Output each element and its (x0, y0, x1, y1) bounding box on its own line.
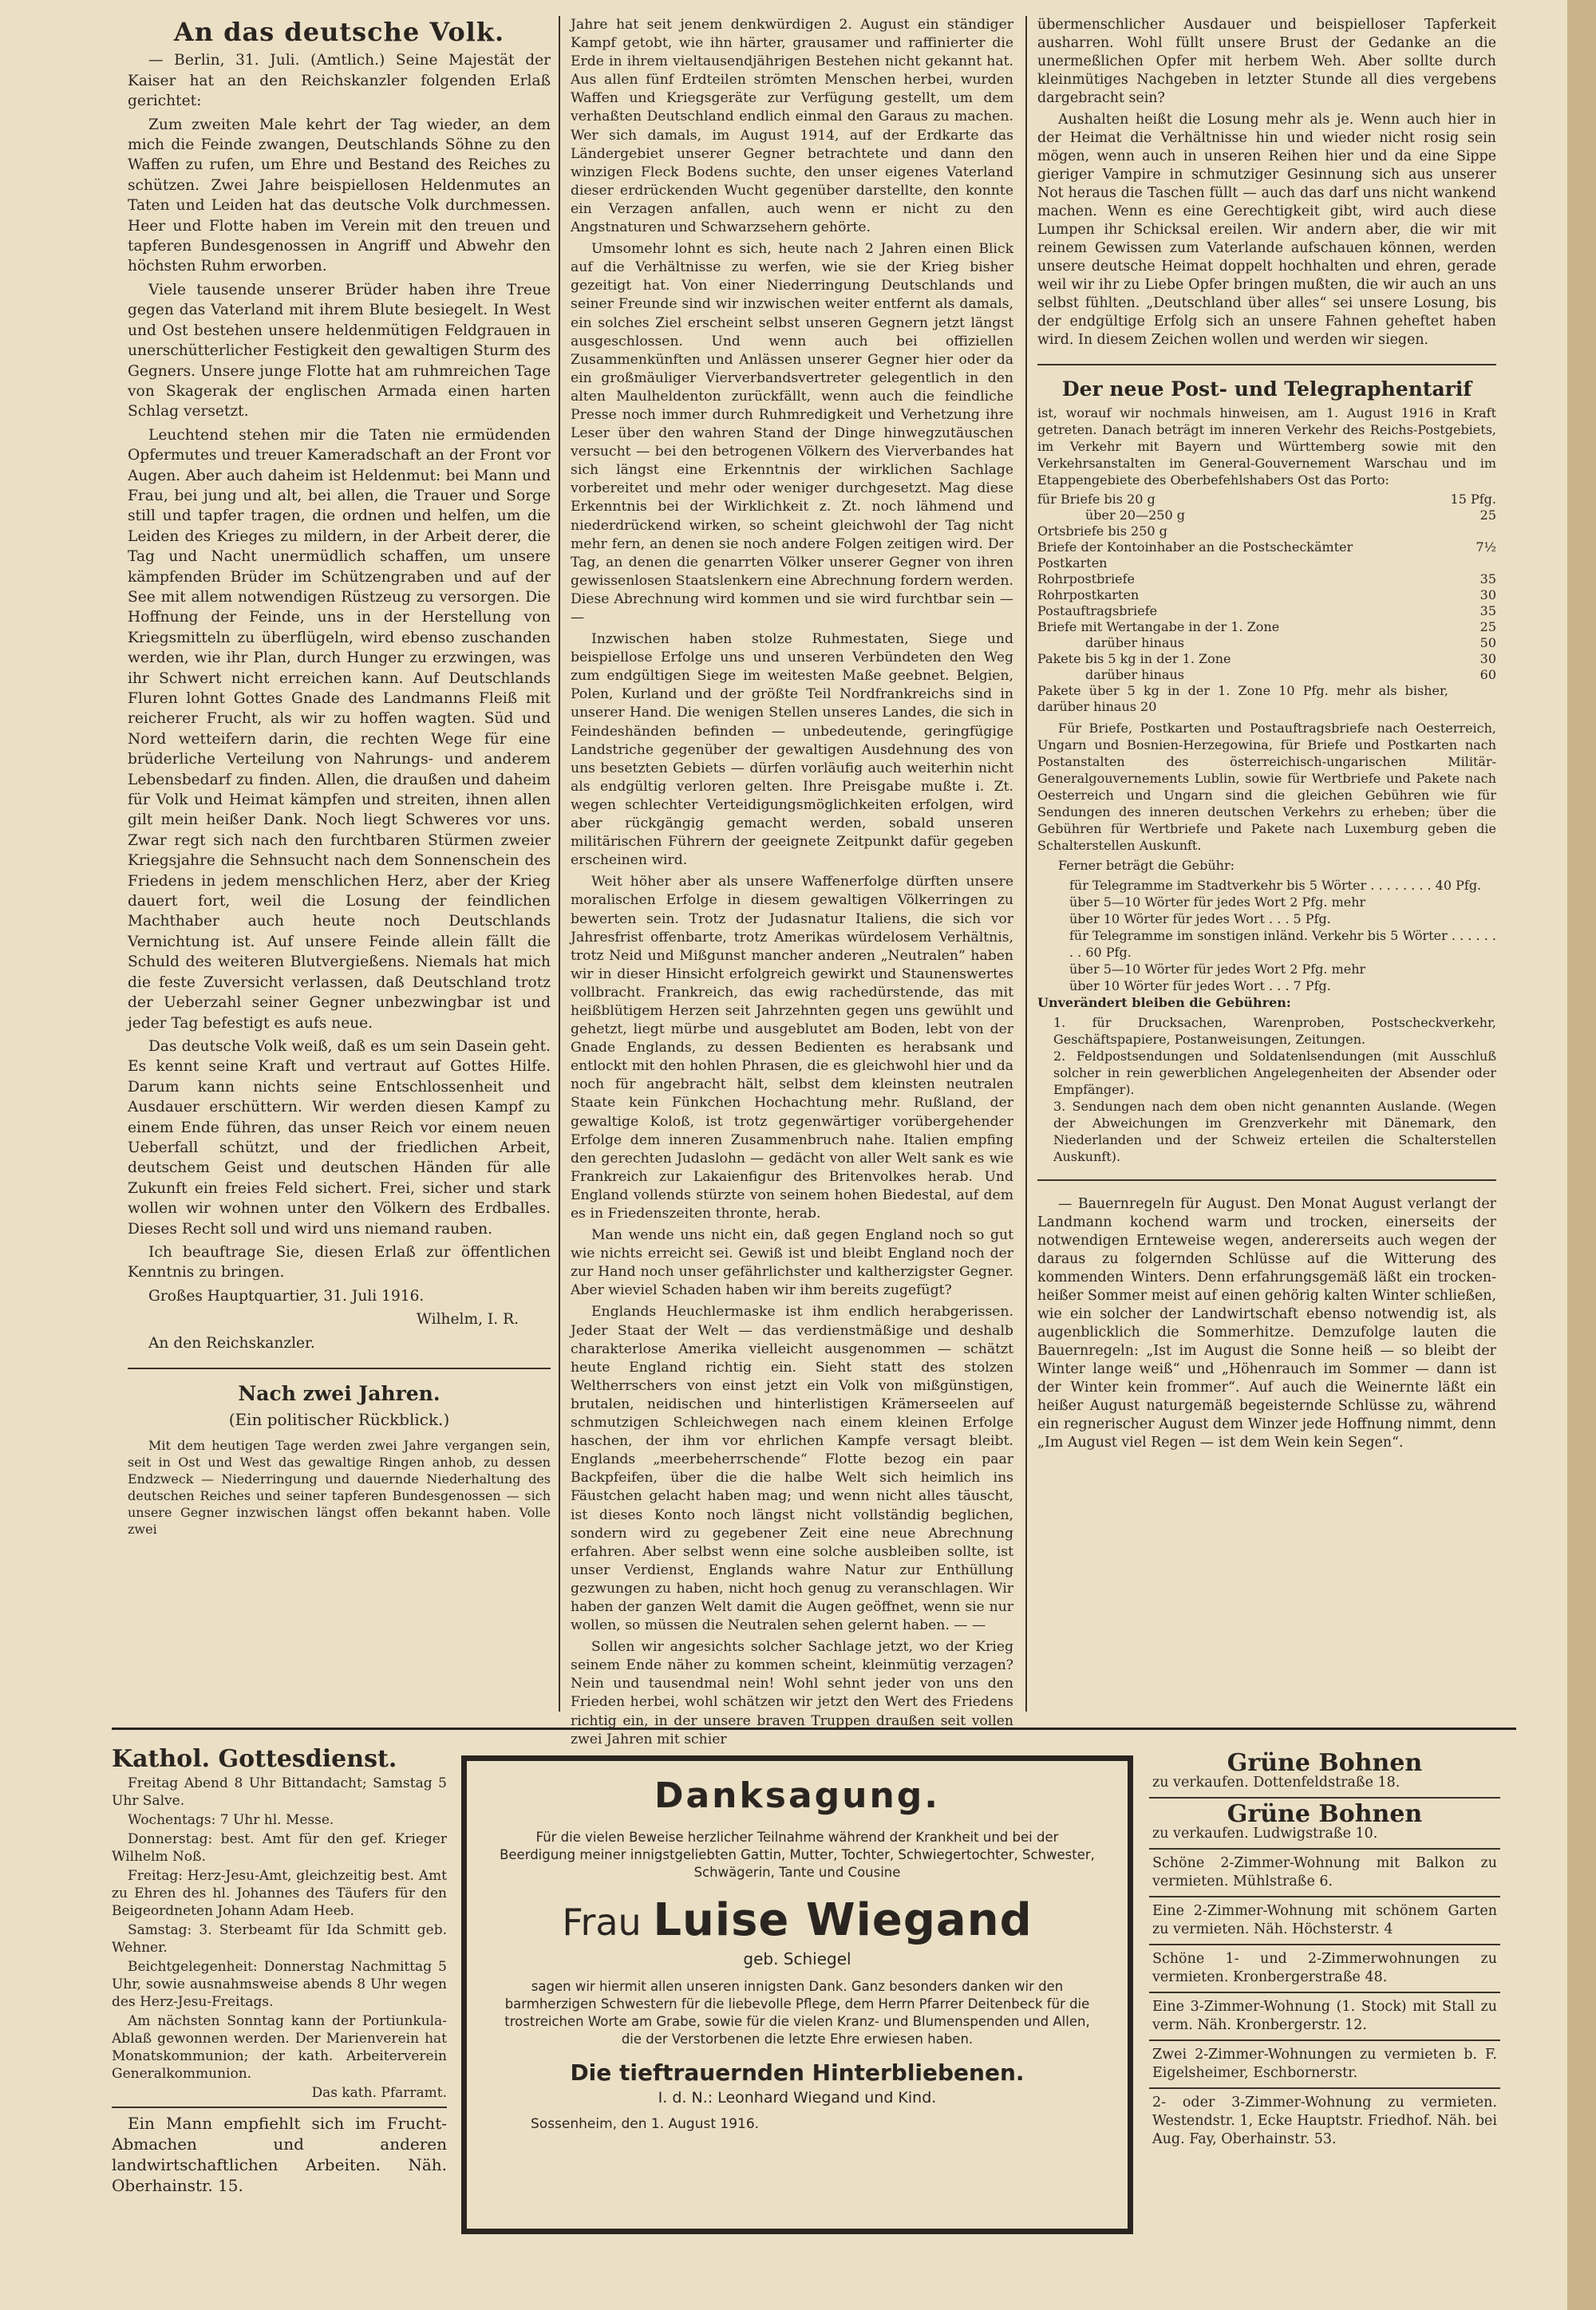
classified-ad: Eine 3-Zimmer-Wohnung (1. Stock) mit Stall zu verm. Näh. Kronbergerstr. 12. (1149, 1993, 1500, 2041)
unchanged-heading: Unverändert bleiben die Gebühren: (1037, 995, 1291, 1010)
paragraph: Freitag: Herz-Jesu-Amt, gleichzeitig best. Amt zu Ehren des hl. Johannes des Täufers für den Beigeordneten Johann Adam Heeb. (112, 1868, 447, 1919)
classified-ad: Schöne 1- und 2-Zimmerwohnungen zu vermieten. Kronbergerstraße 48. (1149, 1945, 1500, 1993)
gottesdienst-notice (112, 1747, 447, 2197)
telegram-rate: für Telegramme im sonstigen inländ. Verkehr bis 5 Wörter . . . . . . . . 60 Pfg. (1069, 928, 1496, 960)
paragraph: Leuchtend stehen mir die Taten nie ermüdenden Opfermutes und treuer Kameradschaft an der Front vor Augen. Aber auch daheim ist Heldenmut: bei Mann und Frau, bei jung und alt, bei allen, die Trauer und Sorge still und tapfer tragen, die ordnen und helfen, um die Leiden des Krieges zu mildern, in der Arbeit derer, die Tag und Nacht unermüdlich schaffen, um unsere kämpfenden Brüder im Schützengraben und auf der See mit allem notwendigen Rüstzeug zu versorgen. Die Hoffnung der Feinde, uns in der Herstellung von Kriegsmitteln zu überflügeln, wird ebenso zuschanden werden, wie ihr Plan, durch Hunger zu erzwingen, was ihr Schwert nicht erreichen kann. Auf Deutschlands Fluren lohnt Gottes Gnade des Landmanns Fleiß mit reicherer Frucht, als wir zu hoffen wagten. Süd und Nord wetteifern darin, die rechten Wege für eine brüderliche Verteilung von Nahrungs- und anderem Lebensbedarf zu finden. Allen, die draußen und daheim für Volk und Heimat kämpfen und streiten, ihnen allen gilt mein heißer Dank. Noch liegt Schweres vor uns. Zwar regt sich nach den furchtbaren Stürmen zweier Kriegsjahre die Sehnsucht nach dem Sonnenschein des Friedens in jedem menschlichen Herz, aber der Krieg dauert fort, weil die Losung der feindlichen Machthaber auch heute noch Deutschlands Vernichtung ist. Auf unsere Feinde allein fällt die Schuld des weiteren Blutvergießens. Niemals hat mich die feste Zuversicht verlassen, daß Deutschland trotz der Ueberzahl seiner Gegner unbezwingbar ist und jeder Tag befestigt es aufs neue. (128, 426, 551, 1032)
unchanged-list (1037, 1014, 1496, 1165)
tariff-row: Postkarten (1037, 555, 1108, 571)
tariff-row: Pakete bis 5 kg in der 1. Zone 30 (1037, 651, 1496, 666)
dateline: Großes Hauptquartier, 31. Juli 1916. (148, 1287, 425, 1305)
paragraph: Wochentags: 7 Uhr hl. Messe. (128, 1812, 334, 1828)
paragraph: Viele tausende unserer Brüder haben ihre Treue gegen das Vaterland mit ihrem Blute besiegelt. In West und Ost bestehen unsere heldenmütigen Feldgrauen in unerschütterlicher Festigkeit den gewaltigen Sturm des Gegners. Unsere junge Flotte hat am ruhmreichen Tage von Skagerak der englischen Armada einen harten Schlag versetzt. (128, 281, 551, 421)
paragraph: Umsomehr lohnt es sich, heute nach 2 Jahren einen Blick auf die Verhältnisse zu werfen, wie sie der Krieg bisher gezeitigt hat. Von einer Niederringung Deutschlands und seiner Freunde sind wir inzwischen weiter entfernt als damals, ein solches Ziel erscheint selbst unseren Gegnern jetzt längst ausgeschlossen. Und wenn auch bei offiziellen Zusammenkünften und Anlässen unserer Gegner hier oder da ein großmäuliger Vierverbandsvertreter gelegentlich in den alten Maulheldenton zurückfällt, wenn auch die feindliche Presse noch immer durch Ruhmredigkeit und Verhetzung ihre Leser über den wahren Stand der Dinge hinwegzutäuschen versucht — bei den betrogenen Völkern des Vierverbandes hat sich längst eine Erkenntnis der wirklichen Sachlage vorbereitet und mehr oder weniger durchgesetzt. Mag diese Erkenntnis bei der Wirklichkeit z. Zt. noch lähmend und niederdrückend wirken, so scheint gleichwohl der Tag nicht mehr fern, an denen sie noch andere Folgen zeitigen wird. Der Tag, an denen die genarrten Völker unserer Gegner von ihren gewissenlosen Staatslenkern eine Abrechnung fordern werden. Diese Abrechnung wird kommen und sie wird furchtbar sein — — (571, 241, 1013, 626)
danksagung-body: sagen wir hiermit allen unseren innigsten Dank. Ganz besonders danken wir den barmherzigen Schwestern für die liebevolle Pflege, dem Herrn Pfarrer Deitenbeck für die trostreichen Worte am Grabe, sowie für die vielen Kranz- und Blumenspenden und Allen, die der Verstorbenen die letzte Ehre erwiesen haben. (504, 1979, 1090, 2047)
tariff-row: über 20—250 g 25 (1085, 507, 1496, 523)
danksagung-title: Danksagung. (654, 1775, 941, 1816)
column-rule (1025, 16, 1027, 1712)
paragraph: Beichtgelegenheit: Donnerstag Nachmittag 5 Uhr, sowie ausnahmsweise abends 8 Uhr wegen des Herz-Jesu-Freitags. (112, 1959, 447, 2010)
article-subtitle: (Ein politischer Rückblick.) (228, 1410, 450, 1430)
classified-ad: Ein Mann empfiehlt sich im Frucht-Abmachen und anderen landwirtschaftlichen Arbeiten. Näh. Oberhainstr. 15. (112, 2114, 447, 2195)
paragraph: — Berlin, 31. Juli. (Amtlich.) Seine Majestät der Kaiser hat an den Reichskanzler folgenden Erlaß gerichtet: (128, 52, 551, 110)
tariff-row: darüber hinaus 60 (1085, 667, 1496, 682)
paragraph: Man wende uns nicht ein, daß gegen England noch so gut wie nichts erreicht sei. Gewiß ist und bleibt England noch der zur Hand noch unser gefährlichster und kaltherzigster Gegner. Aber wieviel Schaden haben wir ihm bereits zugefügt? (571, 1227, 1013, 1299)
telegram-rate: über 5—10 Wörter für jedes Wort 2 Pfg. mehr (1069, 894, 1366, 910)
page-edge (1567, 0, 1596, 2310)
paragraph: Mit dem heutigen Tage werden zwei Jahre vergangen sein, seit in Ost und West das gewaltige Ringen anhob, zu dessen Endzweck — Niederringung und dauernde Niederhaltung des deutschen Reiches und seiner tapferen Bundesgenossen — sich unsere Gegner inzwischen längst offen bekannt haben. Volle zwei (128, 1437, 551, 1537)
danksagung-ad (461, 1755, 1133, 2234)
telegram-rate: über 10 Wörter für jedes Wort . . . 5 Pfg. (1069, 911, 1331, 926)
section-rule (112, 1728, 1516, 1730)
telegram-rate: für Telegramme im Stadtverkehr bis 5 Wörter . . . . . . . . 40 Pfg. (1069, 878, 1482, 893)
paragraph: Englands Heuchlermaske ist ihm endlich herabgerissen. Jeder Staat der Welt — das verdienstmäßige und deshalb charakterlose Amerika vielleicht ausgenommen — schätzt heute England richtig ein. Sieht statt des stolzen Weltherrschers von einst jetzt ein Volk von mißgünstigen, brutalen, neidischen und hinterlistigen Krämerseelen auf schmutzigen Schleichwegen nach einem kleinen Erfolge haschen, der ihm vor ehrlichen Kampfe versagt bleibt. Englands „meerbeherrschende“ Flotte bezog ein paar Backpfeifen, über die die halbe Welt sich heimlich ins Fäustchen gelacht haben mag; und wenn nicht alles täuscht, ist dieses Konto noch längst nicht vollständig beglichen, sondern wird zu gegebener Zeit eine neue Abrechnung erfahren. Aber selbst wenn eine solche ausbleiben sollte, ist unser Verdienst, Englands wahre Natur zur Enthüllung gezwungen zu haben, nicht hoch genug zu veranschlagen. Wir haben der ganzen Welt damit die Augen geöffnet, wenn sie nur wollen, so müssen die Neutralen sehen gelernt haben. — — (571, 1304, 1013, 1634)
article-title-jahren: Nach zwei Jahren. (238, 1382, 440, 1405)
place-date: Sossenheim, den 1. August 1916. (531, 2116, 760, 2132)
deceased-name: Frau Luise Wiegand (562, 1894, 1033, 1946)
tariff-row: Postauftragsbriefe 35 (1037, 603, 1496, 618)
article-title-volk: An das deutsche Volk. (173, 17, 505, 47)
unchanged-item: 3. Sendungen nach dem oben nicht genannten Auslande. (Wegen der Abweichungen im Grenzverkehr mit Dänemark, den Niederlanden und der Schweiz erteilen die Schalterstellen Auskunft). (1053, 1099, 1496, 1164)
classified-ad: Zwei 2-Zimmer-Wohnungen zu vermieten b. F. Eigelsheimer, Eschbornerstr. (1149, 2041, 1500, 2089)
classified-ad: 2- oder 3-Zimmer-Wohnung zu vermieten. Westendstr. 1, Ecke Hauptstr. Friedhof. Näh. bei Aug. Fay, Oberhainstr. 53. (1152, 2095, 1497, 2147)
column-2 (571, 16, 1013, 1752)
paragraph: Jahre hat seit jenem denkwürdigen 2. August ein ständiger Kampf getobt, wie ihn härter, grausamer und raffinierter die Erde in ihrem vieltausendjährigen Bestehen nicht gekannt hat. Aus allen fünf Erdteilen strömten Menschen herbei, wurden Waffen und Kriegsgeräte zur Verfügung gestellt, um dem verhaßten Deutschland endlich einmal den Garaus zu machen. Wer sich damals, im August 1914, auf der Erdkarte das Ländergebiet unserer Gegner betrachtete und dann den winzigen Fleck Bodens suchte, den unser eigenes Vaterland dieser erdrückenden Wucht gegenüber darstellte, den konnte ein Verzagen anfallen, auch wenn er nicht zu den Angstnaturen und Schwarzsehern gehörte. (571, 17, 1013, 236)
signature: Das kath. Pfarramt. (311, 2085, 447, 2101)
unchanged-item: 2. Feldpostsendungen und Soldatenlsendungen (mit Ausschluß solcher in rein gewerblichen Angelegenheiten der Absender oder Empfänger). (1053, 1048, 1496, 1097)
mourners-line: Die tieftrauernden Hinterbliebenen. (570, 2059, 1025, 2086)
tariff-row: Briefe mit Wertangabe in der 1. Zone 25 (1037, 619, 1496, 634)
paragraph: Freitag Abend 8 Uhr Bittandacht; Samstag 5 Uhr Salve. (112, 1775, 447, 1809)
classified-ad: Grüne Bohnen zu verkaufen. Ludwigstraße 10. (1149, 1799, 1500, 1850)
tariff-row: für Briefe bis 20 g 15 Pfg. (1037, 492, 1496, 507)
tariff-row: darüber hinaus 50 (1085, 635, 1496, 650)
paragraph: Weit höher aber als unsere Waffenerfolge dürften unsere moralischen Erfolge in diesem gewaltigen Völkerringen zu bewerten sein. Trotz der Judasnatur Italiens, die sich vor Jahresfrist offenbarte, trotz Amerikas würdelosem Verhältnis, trotz Neid und Mißgunst mancher anderen „Neutralen“ haben wir in dieser Hinsicht erfolgreich gewirkt und Staunenswertes vollbracht. Frankreich, das ewig rachedürstende, das mit heißblütigem Herzen seit Jahrzehnten gegen uns gewühlt und gehetzt, liegt mürbe und ausgeblutet am Boden, lebt von der Gnade Englands, zu dessen Bedienten es herabsank und entlockt mit den hohlen Phrasen, die es gleichwohl hier und da noch für angebracht hält, selbst dem kleinsten neutralen Staate kein Fünkchen Hochachtung mehr. Rußland, der gewaltige Koloß, ist trotz gegenwärtiger vorübergehender Erfolge dem inneren Zusammenbruch nahe. Italien empfing den gerechten Judaslohn — gedächt von aller Welt sank es wie Frankreich zur Lakaienfigur des Britenvolkes herab. Und England vollends stürzte von seinem hohen Biedestal, auf dem es in Friedenszeiten thronte, herab. (571, 874, 1013, 1222)
column-1 (128, 16, 551, 1541)
classified-ad: Eine 2-Zimmer-Wohnung mit schönem Garten zu vermieten. Näh. Höchsterstr. 4 (1149, 1897, 1500, 1945)
bauernregeln-article: — Bauernregeln für August. Den Monat August verlangt der Landmann kochend warm und trocken, einerseits der notwendigen Ernteweise wegen, andererseits auch wegen der daraus zu folgernden Schlüsse auf die Witterung des kommenden Winters. Denn erfahrungsgemäß läßt ein trocken-heißer Sommer meist auf einen gehörig kalten Winter schließen, wie ein solcher der Landwirtschaft ebenso notwendig ist, als augenblicklich die Sommerhitze. Demzufolge lauten die Bauernregeln: „Ist im August die Sonne heiß — so bleibt der Winter lange weiß“ und „Höhenrauch im Sommer — dann ist der Winter kein frommer“. Auf auch die Weinernte läßt ein heißer August naturgemäß begeisternde Schlüsse zu, während ein regnerischer August dem Winzer jede Hoffnung nimmt, denn „Im August viel Regen — ist dem Wein kein Segen“. (1037, 1196, 1496, 1451)
tariff-row: Rohrpostkarten 30 (1037, 587, 1496, 602)
divider (1037, 364, 1496, 365)
divider (112, 2107, 447, 2108)
telegram-heading: Ferner beträgt die Gebühr: (1058, 858, 1235, 873)
paragraph: Zum zweiten Male kehrt der Tag wieder, an dem mich die Feinde zwangen, Deutschlands Söhne zu den Waffen zu rufen, um Ehre und Bestand des Reiches zu schützen. Zwei Jahre beispiellosen Heldenmutes an Taten und Leiden hat das deutsche Volk durchmessen. Heer und Flotte haben im Verein mit den treuen und tapferen Bundesgenossen in Angriff und Abwehr den höchsten Ruhm erworben. (128, 116, 551, 275)
telegram-rate: über 5—10 Wörter für jedes Wort 2 Pfg. mehr (1069, 962, 1366, 977)
addressee: An den Reichskanzler. (148, 1334, 315, 1352)
classified-ads (1149, 1747, 1500, 2154)
paragraph: Sollen wir angesichts solcher Sachlage jetzt, wo der Krieg seinem Ende näher zu kommen scheint, kleinmütig verzagen? Nein und tausendmal nein! Wohl sehnt jeder von uns den Frieden herbei, wohl schätzen wir jetzt den Wert des Friedens richtig ein, in der unsere braven Truppen draußen seit vollen zwei Jahren mit schier (571, 1639, 1013, 1747)
paragraph: Das deutsche Volk weiß, daß es um sein Dasein geht. Es kennt seine Kraft und vertraut auf Gottes Hilfe. Darum kann nichts seine Entschlossenheit und Ausdauer erschüttern. Wir werden diesen Kampf zu einem Ende führen, das unser Reich vor einem neuen Ueberfall schützt, und der friedlichen Arbeit, deutschem Geist und deutschen Händen für alle Zukunft ein freies Feld sichert. Frei, sicher und stark wollen wir wohnen unter den Völkern des Erdballes. Dieses Recht soll und wird uns niemand rauben. (128, 1037, 551, 1238)
family-line: I. d. N.: Leonhard Wiegand und Kind. (658, 2089, 937, 2107)
tariff-row: Rohrpostbriefe 35 (1037, 571, 1496, 586)
tariff-row: Ortsbriefe bis 250 g (1037, 523, 1167, 539)
classified-ad: Schöne 2-Zimmer-Wohnung mit Balkon zu vermieten. Mühlstraße 6. (1149, 1850, 1500, 1897)
danksagung-intro: Für die vielen Beweise herzlicher Teilnahme während der Krankheit und bei der Beerdigung meiner innigstgeliebten Gattin, Mutter, Tochter, Schwiegertochter, Schwester, Schwägerin, Tante und Cousine (500, 1830, 1095, 1880)
divider (128, 1368, 551, 1369)
column-rule (559, 16, 560, 1712)
signature: Wilhelm, I. R. (416, 1311, 519, 1329)
paragraph: Donnerstag: best. Amt für den gef. Krieger Wilhelm Noß. (112, 1831, 447, 1865)
maiden-name: geb. Schiegel (743, 1949, 851, 1968)
gottesdienst-title: Kathol. Gottesdienst. (112, 1745, 397, 1773)
paragraph: ist, worauf wir nochmals hinweisen, am 1. August 1916 in Kraft getreten. Danach beträgt im inneren Verkehr des Reichs-Postgebiets, im Verkehr mit Bayern und Württemberg sowie mit den Verkehrsanstalten im General-Gouvernement Warschau und im Etappengebiete des Oberbefehlshabers Ost das Porto: (1037, 405, 1496, 488)
article-title-tarif: Der neue Post- und Telegraphentarif (1061, 377, 1472, 401)
paragraph: Inzwischen haben stolze Ruhmestaten, Siege und beispiellose Erfolge uns und unseren Verbündeten den Weg zum endgültigen Siege im weitesten Maße geebnet. Belgien, Polen, Kurland und der größte Teil Nordfrankreichs sind in unserer Hand. Die wenigen Stellen unseres Landes, die sich in Feindeshänden befinden — unbedeutende, geringfügige Landstriche gegenüber der gewaltigen Ausdehnung des von uns besetzten Gebiets — dürfen vorläufig auch weiterhin nicht als endgültig verloren gelten. Ihre Preisgabe mußte i. Zt. wegen schlechter Verteidigungsmöglichkeiten erfolgen, wird aber rückgängig gemacht werden, sobald unseren militärischen Führern der geeignete Zeitpunkt dafür gegeben erscheinen wird. (571, 631, 1013, 869)
paragraph: Aushalten heißt die Losung mehr als je. Wenn auch hier in der Heimat die Verhältnisse hin und wieder nicht rosig sein mögen, wenn auch in unseren Reihen hier und da eine Sippe gieriger Vampire in schmutziger Gesinnung sich aus unserer Not heraus die Taschen füllt — auch das darf uns nicht wankend machen. Wenn es eine Gerechtigkeit gibt, wird auch diese Lumpen ihr Schicksal ereilen. Wir andern aber, die wir mit reinem Gewissen zum Vaterlande aufschauen können, werden unsere deutsche Heimat doppelt hochhalten und ehren, gerade weil wir ihr zu Liebe Opfer bringen mußten, die wir auch an uns selbst fühlten. „Deutschland über alles“ sei unsere Losung, bis der endgültige Erfolg sich an unsere Fahnen geheftet haben wird. In diesem Zeichen wollen und werden wir siegen. (1037, 112, 1496, 348)
paragraph: Am nächsten Sonntag kann der Portiunkula-Ablaß gewonnen werden. Der Marienverein hat Monatskommunion; der kath. Arbeiterverein Generalkommunion. (112, 2013, 447, 2082)
telegram-rate: über 10 Wörter für jedes Wort . . . 7 Pfg. (1069, 978, 1331, 993)
telegram-list (1037, 877, 1496, 994)
classified-ad: Grüne Bohnen zu verkaufen. Dottenfeldstraße 18. (1149, 1747, 1500, 1799)
tariff-row: Briefe der Kontoinhaber an die Postscheckämter 7½ (1037, 539, 1496, 555)
divider (1037, 1179, 1496, 1181)
unchanged-item: 1. für Drucksachen, Warenproben, Postscheckverkehr, Geschäftspapiere, Postanweisungen, Zeitungen. (1053, 1015, 1496, 1047)
paragraph: Für Briefe, Postkarten und Postauftragsbriefe nach Oesterreich, Ungarn und Bosnien-Herzegowina, für Briefe und Postkarten nach Postanstalten des österreichisch-ungarischen Militär-Generalgouvernements Lublin, sowie für Wertbriefe und Pakete nach Oesterreich und Ungarn sind die gleichen Gebühren wie für Sendungen des inneren deutschen Verkehrs zu erheben; über die Gebühren für Wertbriefe und Pakete nach Luxemburg geben die Schalterstellen Auskunft. (1037, 721, 1496, 853)
paragraph: Ich beauftrage Sie, diesen Erlaß zur öffentlichen Kenntnis zu bringen. (128, 1243, 551, 1281)
paragraph: Samstag: 3. Sterbeamt für Ida Schmitt geb. Wehner. (112, 1922, 447, 1956)
column-3 (1037, 16, 1496, 1455)
paragraph: übermenschlicher Ausdauer und beispielloser Tapferkeit ausharren. Wohl füllt unsere Brust der Gedanke an die unermeßlichen Opfer mit herbem Weh. Aber sollte durch kleinmütiges Nachgeben in letzter Stunde all dies vergebens dargebracht sein? (1037, 17, 1496, 106)
tariff-table (1037, 492, 1496, 715)
tariff-row: Pakete über 5 kg in der 1. Zone 10 Pfg. mehr als bisher, darüber hinaus 20 (1037, 683, 1448, 714)
